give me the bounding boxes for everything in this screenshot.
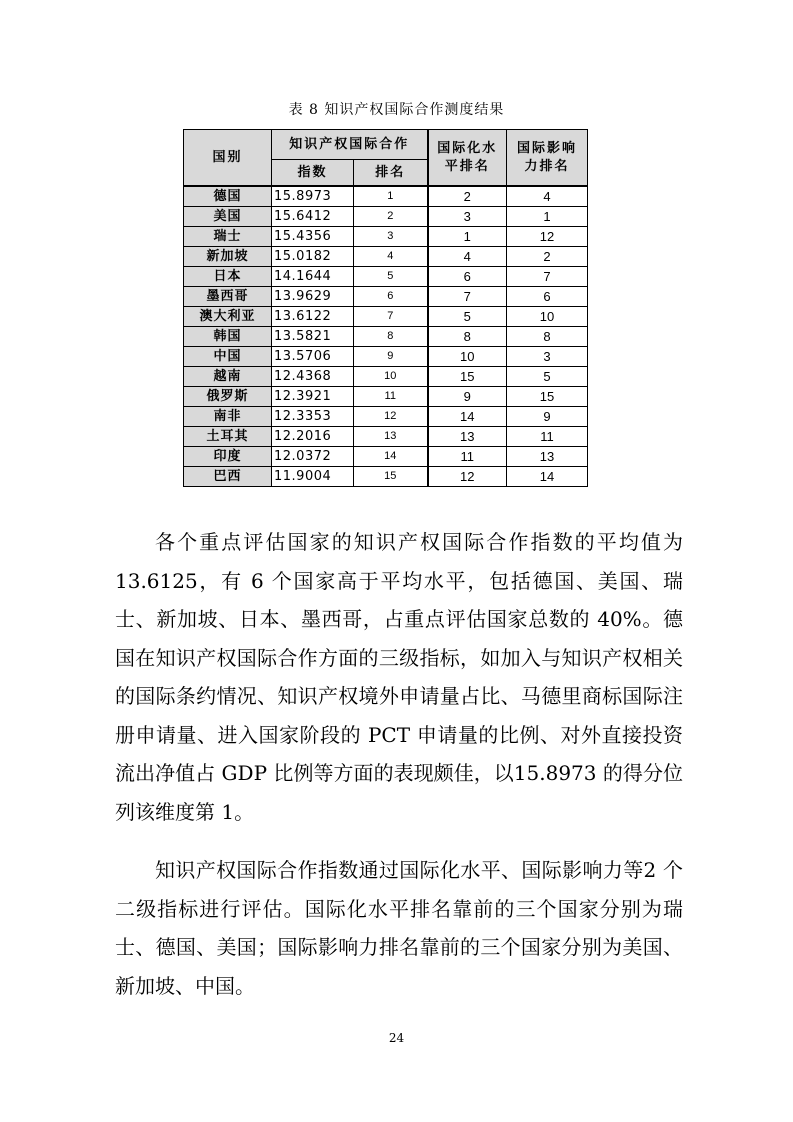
country-cell: 印度 — [184, 447, 272, 467]
intl-level-rank-cell: 12 — [428, 467, 507, 487]
intl-influence-rank-cell: 2 — [507, 247, 588, 267]
intl-level-rank-cell: 2 — [428, 186, 507, 207]
header-intl-level: 国际化水平排名 — [428, 130, 507, 187]
rank-cell: 12 — [354, 407, 428, 427]
rank-cell: 4 — [354, 247, 428, 267]
country-cell: 新加坡 — [184, 247, 272, 267]
intl-level-rank-cell: 4 — [428, 247, 507, 267]
index-cell: 15.0182 — [272, 247, 354, 267]
paragraph-1 — [115, 523, 683, 831]
table-row — [184, 407, 588, 427]
index-cell: 15.8973 — [272, 186, 354, 207]
table-row — [184, 207, 588, 227]
intl-influence-rank-cell: 8 — [507, 327, 588, 347]
paragraph-text: 知识产权国际合作指数通过国际化水平、国际影响力等2 个二级指标进行评估。国际化水平排名靠前的三个国家分别为瑞士、德国、美国；国际影响力排名靠前的三个国家分别为美国、新加坡、中国。 — [115, 858, 683, 998]
intl-influence-rank-cell: 10 — [507, 307, 588, 327]
index-cell: 15.6412 — [272, 207, 354, 227]
intl-influence-rank-cell: 3 — [507, 347, 588, 367]
country-cell: 德国 — [184, 186, 272, 207]
country-cell: 墨西哥 — [184, 287, 272, 307]
country-cell: 韩国 — [184, 327, 272, 347]
intl-level-rank-cell: 8 — [428, 327, 507, 347]
table-row — [184, 367, 588, 387]
intl-level-rank-cell: 1 — [428, 227, 507, 247]
table-row — [184, 267, 588, 287]
table-row — [184, 186, 588, 207]
intl-influence-rank-cell: 6 — [507, 287, 588, 307]
intl-level-rank-cell: 13 — [428, 427, 507, 447]
index-cell: 13.9629 — [272, 287, 354, 307]
table-row — [184, 307, 588, 327]
rank-cell: 14 — [354, 447, 428, 467]
country-cell: 越南 — [184, 367, 272, 387]
header-rank: 排名 — [354, 160, 428, 187]
intl-level-rank-cell: 11 — [428, 447, 507, 467]
intl-influence-rank-cell: 14 — [507, 467, 588, 487]
index-cell: 14.1644 — [272, 267, 354, 287]
intl-influence-rank-cell: 4 — [507, 186, 588, 207]
rank-cell: 5 — [354, 267, 428, 287]
index-cell: 13.5821 — [272, 327, 354, 347]
intl-influence-rank-cell: 15 — [507, 387, 588, 407]
index-cell: 12.3353 — [272, 407, 354, 427]
page-number: 24 — [388, 1031, 405, 1045]
rank-cell: 6 — [354, 287, 428, 307]
rank-cell: 8 — [354, 327, 428, 347]
country-cell: 澳大利亚 — [184, 307, 272, 327]
country-cell: 日本 — [184, 267, 272, 287]
intl-influence-rank-cell: 13 — [507, 447, 588, 467]
intl-level-rank-cell: 10 — [428, 347, 507, 367]
index-cell: 13.5706 — [272, 347, 354, 367]
table-row — [184, 427, 588, 447]
country-cell: 南非 — [184, 407, 272, 427]
rank-cell: 2 — [354, 207, 428, 227]
table-row — [184, 247, 588, 267]
intl-influence-rank-cell: 7 — [507, 267, 588, 287]
index-cell: 12.2016 — [272, 427, 354, 447]
table-row — [184, 387, 588, 407]
country-cell: 瑞士 — [184, 227, 272, 247]
intl-level-rank-cell: 14 — [428, 407, 507, 427]
paragraph-2 — [115, 851, 683, 1005]
intl-level-rank-cell: 6 — [428, 267, 507, 287]
rank-cell: 15 — [354, 467, 428, 487]
country-cell: 美国 — [184, 207, 272, 227]
intl-level-rank-cell: 3 — [428, 207, 507, 227]
header-intl-influence: 国际影响力排名 — [507, 130, 588, 187]
rank-cell: 10 — [354, 367, 428, 387]
index-cell: 12.4368 — [272, 367, 354, 387]
rank-cell: 13 — [354, 427, 428, 447]
intl-influence-rank-cell: 5 — [507, 367, 588, 387]
country-cell: 土耳其 — [184, 427, 272, 447]
index-cell: 12.0372 — [272, 447, 354, 467]
rank-cell: 3 — [354, 227, 428, 247]
intl-level-rank-cell: 5 — [428, 307, 507, 327]
table-row — [184, 347, 588, 367]
intl-influence-rank-cell: 9 — [507, 407, 588, 427]
header-index: 指数 — [272, 160, 354, 187]
rank-cell: 1 — [354, 186, 428, 207]
rank-cell: 11 — [354, 387, 428, 407]
header-country: 国别 — [184, 130, 272, 187]
intl-level-rank-cell: 9 — [428, 387, 507, 407]
paragraph-text: 各个重点评估国家的知识产权国际合作指数的平均值为13.6125，有 6 个国家高于平均水平，包括德国、美国、瑞士、新加坡、日本、墨西哥，占重点评估国家总数的 40%。德国在知识产权国际合作方面的三级指标，如加入与知识产权相关的国际条约情况、知识产权境外申请量占比、马德里商标国际注册申请量、进入国家阶段的 PCT 申请量的比例、对外直接投资流出净值占 GDP 比例等方面的表现颇佳，以15.8973 的得分位列该维度第 1。 — [115, 530, 683, 824]
index-cell: 13.6122 — [272, 307, 354, 327]
rank-cell: 9 — [354, 347, 428, 367]
intl-influence-rank-cell: 12 — [507, 227, 588, 247]
table-row — [184, 327, 588, 347]
index-cell: 11.9004 — [272, 467, 354, 487]
table-row — [184, 467, 588, 487]
index-cell: 12.3921 — [272, 387, 354, 407]
index-cell: 15.4356 — [272, 227, 354, 247]
country-cell: 俄罗斯 — [184, 387, 272, 407]
intl-influence-rank-cell: 1 — [507, 207, 588, 227]
table-caption: 表 8 知识产权国际合作测度结果 — [288, 102, 505, 118]
intl-level-rank-cell: 15 — [428, 367, 507, 387]
table-row — [184, 227, 588, 247]
table-row — [184, 447, 588, 467]
header-group: 知识产权国际合作 — [272, 130, 428, 160]
table-row — [184, 287, 588, 307]
country-cell: 中国 — [184, 347, 272, 367]
intl-influence-rank-cell: 11 — [507, 427, 588, 447]
country-cell: 巴西 — [184, 467, 272, 487]
rank-cell: 7 — [354, 307, 428, 327]
intl-level-rank-cell: 7 — [428, 287, 507, 307]
results-table — [183, 129, 588, 487]
